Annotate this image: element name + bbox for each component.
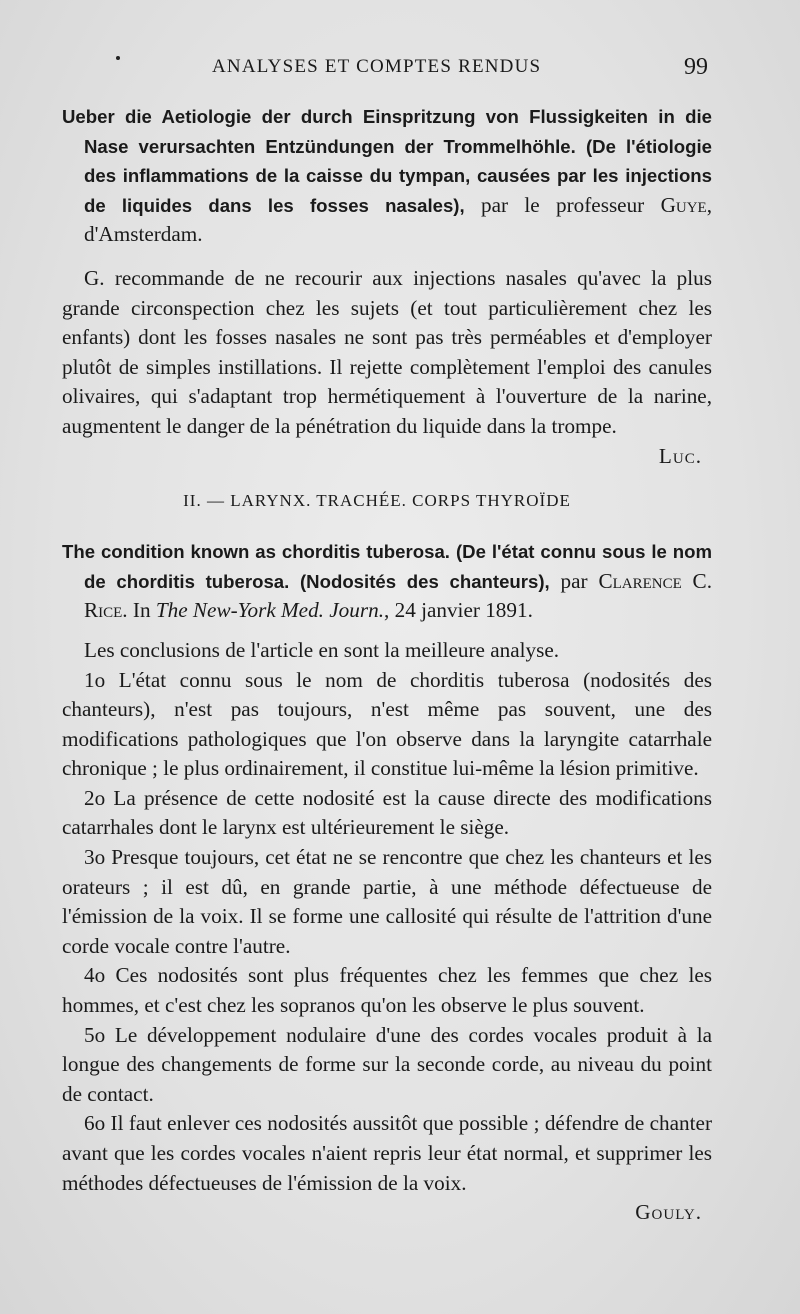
conclusion-point-2: 2o La présence de cette nodosité est la cause directe des modifications catarrhales dont le larynx est ultérieurement le siège. (62, 785, 712, 840)
conclusion-point-1: 1o L'état connu sous le nom de chorditis tuberosa (nodosités des chanteurs), n'est pas toujours, n'est même pas souvent, une des modifications pathologiques que l'on observe dans la laryngite catarrhale chronique ; le plus ordinairement, il constitue lui-même la lésion primitive. (62, 667, 712, 781)
article-1-title-french: (De l'étiologie des inflammations de la caisse du tympan, causées par les injections de liquides dans les fosses nasales), (84, 135, 713, 216)
page-header (0, 54, 800, 84)
article-2-date: , 24 janvier 1891. (384, 598, 533, 623)
conclusion-point-6: 6o Il faut enlever ces nodosités aussitôt que possible ; défendre de chanter avant que les cordes vocales n'aient repris leur état normal, et supprimer les méthodes défectueuses de l'émission de la voix. (62, 1111, 712, 1195)
conclusion-point-4: 4o Ces nodosités sont plus fréquentes chez les femmes que chez les hommes, et c'est chez les sopranos qu'on les observe le plus souvent. (62, 963, 712, 1018)
article-2-intro: Les conclusions de l'article en sont la meilleure analyse. (84, 637, 560, 662)
article-1-body: G. recommande de ne recourir aux injections nasales qu'avec la plus grande circonspection chez les sujets (et tout particulièrement chez les enfants) dont les fosses nasales ne sont pas très perméables et d'employer plutôt de simples instillations. Il rejette complètement l'emploi des canules olivaires, qui s'adaptant trop hermétiquement à l'ouverture de la narine, augmentent le danger de la pénétration du liquide dans la trompe. (62, 265, 712, 438)
article-2-title-french: (De l'état connu sous le nom de chorditis tuberosa. (Nodosités des chanteurs), (84, 541, 712, 592)
article-1-signature: Luc. (658, 443, 702, 468)
conclusion-point-5: 5o Le développement nodulaire d'une des cordes vocales produit à la longue des changements de forme sur la seconde corde, au niveau du point de contact. (62, 1022, 712, 1106)
article-2-byline-prefix: par (549, 568, 599, 593)
article-1-heading (62, 102, 712, 250)
page-content (62, 102, 712, 1228)
running-head: ANALYSES ET COMPTES RENDUS (212, 56, 542, 77)
conclusion-point-3: 3o Presque toujours, cet état ne se rencontre que chez les chanteurs et les orateurs ; il est dû, en grande partie, à une méthode défectueuse de l'émission de la voix. Il se forme une callosité qui résulte de l'attrition d'une corde vocale contre l'autre. (62, 845, 712, 958)
article-2-journal: The New-York Med. Journ. (155, 598, 384, 623)
article-2-byline-mid: . In (122, 598, 156, 623)
article-2-author: Clarence C. Rice (84, 568, 712, 623)
article-2-signature: Gouly. (635, 1200, 702, 1225)
article-1-title-german: Ueber die Aetiologie der durch Einspritzung von Flussigkeiten in die Nase verursachten Entzündungen der Trommelhöhle. (62, 106, 712, 157)
article-1-byline-suffix: , d'Amsterdam. (84, 192, 712, 247)
article-2-heading (62, 537, 712, 626)
article-1-byline-prefix: par le professeur (464, 192, 661, 217)
article-2-title-english: The condition known as chorditis tuberosa. (62, 541, 450, 563)
page-number: 99 (684, 54, 708, 80)
article-1-author: Guye (660, 192, 707, 217)
section-heading: II. — LARYNX. TRACHÉE. CORPS THYROÏDE (183, 491, 571, 511)
